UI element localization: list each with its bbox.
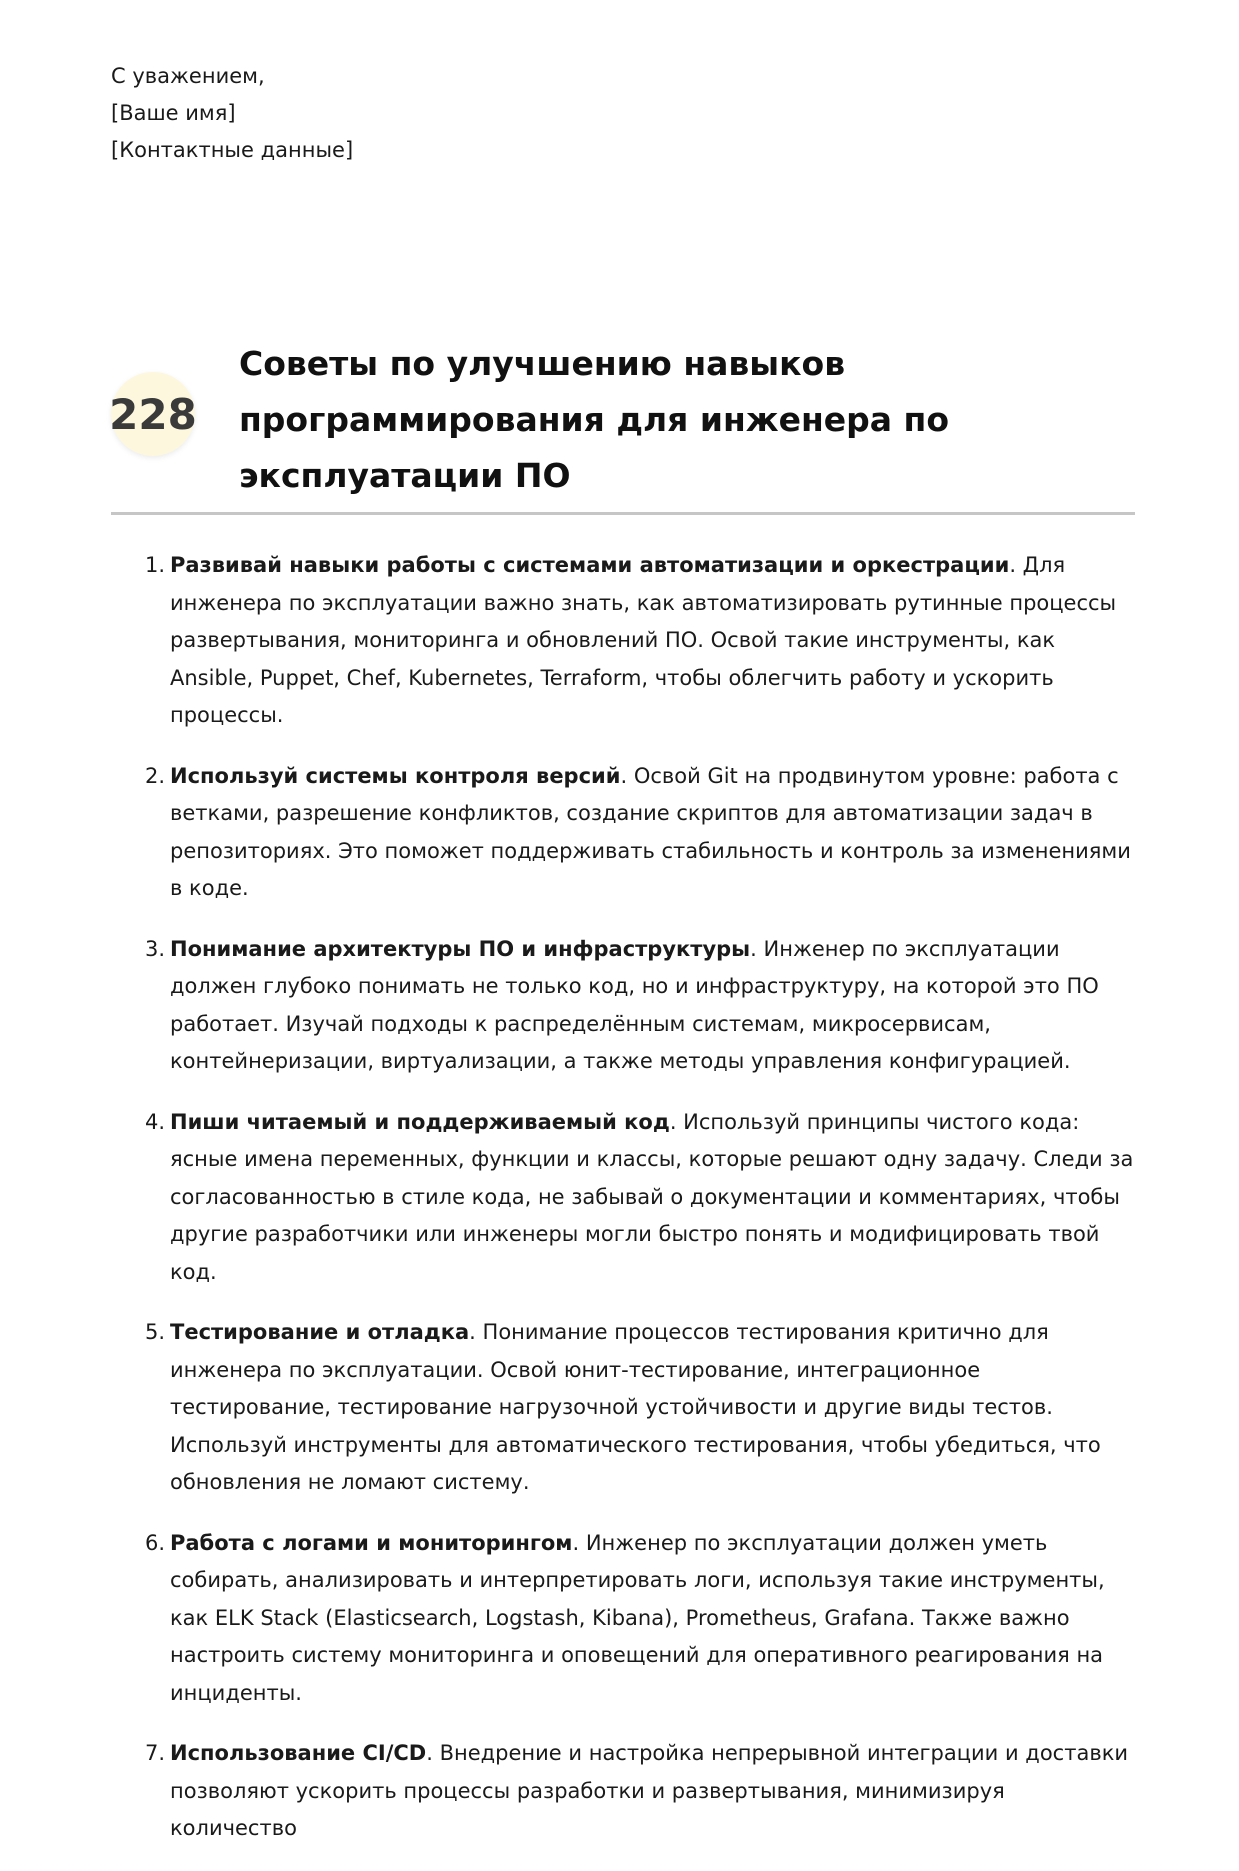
signature-name: [Ваше имя]	[111, 101, 236, 125]
list-item	[111, 1735, 1135, 1848]
list-item	[111, 1104, 1135, 1292]
list-item	[111, 931, 1135, 1081]
section-title: Советы по улучшению навыков программирования для инженера по эксплуатации ПО	[239, 344, 950, 495]
list-item	[111, 1525, 1135, 1713]
list-item	[111, 758, 1135, 908]
list-item-title: Использование CI/CD	[170, 1741, 427, 1765]
list-item-title: Тестирование и отладка	[170, 1320, 470, 1344]
list-item-title: Пиши читаемый и поддерживаемый код	[170, 1109, 670, 1134]
list-item-number: 4.	[145, 1109, 166, 1134]
list-item-text: . Понимание процессов тестирования критично для инженера по эксплуатации. Освой юнит-тестирование, интеграционное тестирование, тестирование нагрузочной устойчивости и другие виды тестов. Используй инструменты для автоматического тестирования, чтобы убедиться, что обновления не ломают систему.	[170, 1320, 1101, 1494]
list-item-text: . Освой Git на продвинутом уровне: работа с ветками, разрешение конфликтов, создание скриптов для автоматизации задач в репозиториях. Это поможет поддерживать стабильность и контроль за изменениями в коде.	[170, 763, 1131, 900]
list-item-text: . Используй принципы чистого кода: ясные имена переменных, функции и классы, которые решают одну задачу. Следи за согласованностью в стиле кода, не забывай о документации и комментариях, чтобы другие разработчики или инженеры могли быстро понять и модифицировать твой код.	[170, 1109, 1134, 1284]
list-item-text: . Внедрение и настройка непрерывной интеграции и доставки позволяют ускорить процессы разработки и развертывания, минимизируя количество	[170, 1741, 1129, 1840]
list-item-text: . Инженер по эксплуатации должен уметь собирать, анализировать и интерпретировать логи, используя такие инструменты, как ELK Stack (Elasticsearch, Logstash, Kibana), Prometheus, Grafana. Также важно настроить систему мониторинга и оповещений для оперативного реагирования на инциденты.	[170, 1530, 1105, 1705]
list-item-title: Понимание архитектуры ПО и инфраструктуры	[170, 936, 751, 961]
list-item-number: 5.	[145, 1320, 166, 1344]
section-header	[111, 330, 1135, 515]
list-item-text: . Для инженера по эксплуатации важно знать, как автоматизировать рутинные процессы развертывания, мониторинга и обновлений ПО. Освой такие инструменты, как Ansible, Puppet, Chef, Kubernetes, Terraform, чтобы облегчить работу и ускорить процессы.	[170, 553, 1117, 727]
signature-closing: С уважением,	[111, 64, 265, 88]
section-number-badge: 228	[111, 372, 195, 456]
list-item-text: . Инженер по эксплуатации должен глубоко понимать не только код, но и инфраструктуру, на которой это ПО работает. Изучай подходы к распределённым системам, микросервисам, контейнеризации, виртуализации, а также методы управления конфигурацией.	[170, 936, 1099, 1073]
list-item-title: Используй системы контроля версий	[170, 763, 621, 788]
list-item-number: 3.	[145, 936, 166, 961]
tips-list	[111, 547, 1135, 1871]
list-item-number: 6.	[145, 1530, 166, 1555]
signature-block	[111, 58, 353, 169]
list-item-title: Работа с логами и мониторингом	[170, 1530, 573, 1555]
list-item-number: 1.	[145, 553, 166, 577]
list-item-number: 2.	[145, 763, 166, 788]
list-item	[111, 547, 1135, 735]
signature-contacts: [Контактные данные]	[111, 138, 354, 162]
list-item-title: Развивай навыки работы с системами автоматизации и оркестрации	[170, 553, 1010, 577]
list-item-number: 7.	[145, 1741, 166, 1765]
list-item	[111, 1314, 1135, 1502]
